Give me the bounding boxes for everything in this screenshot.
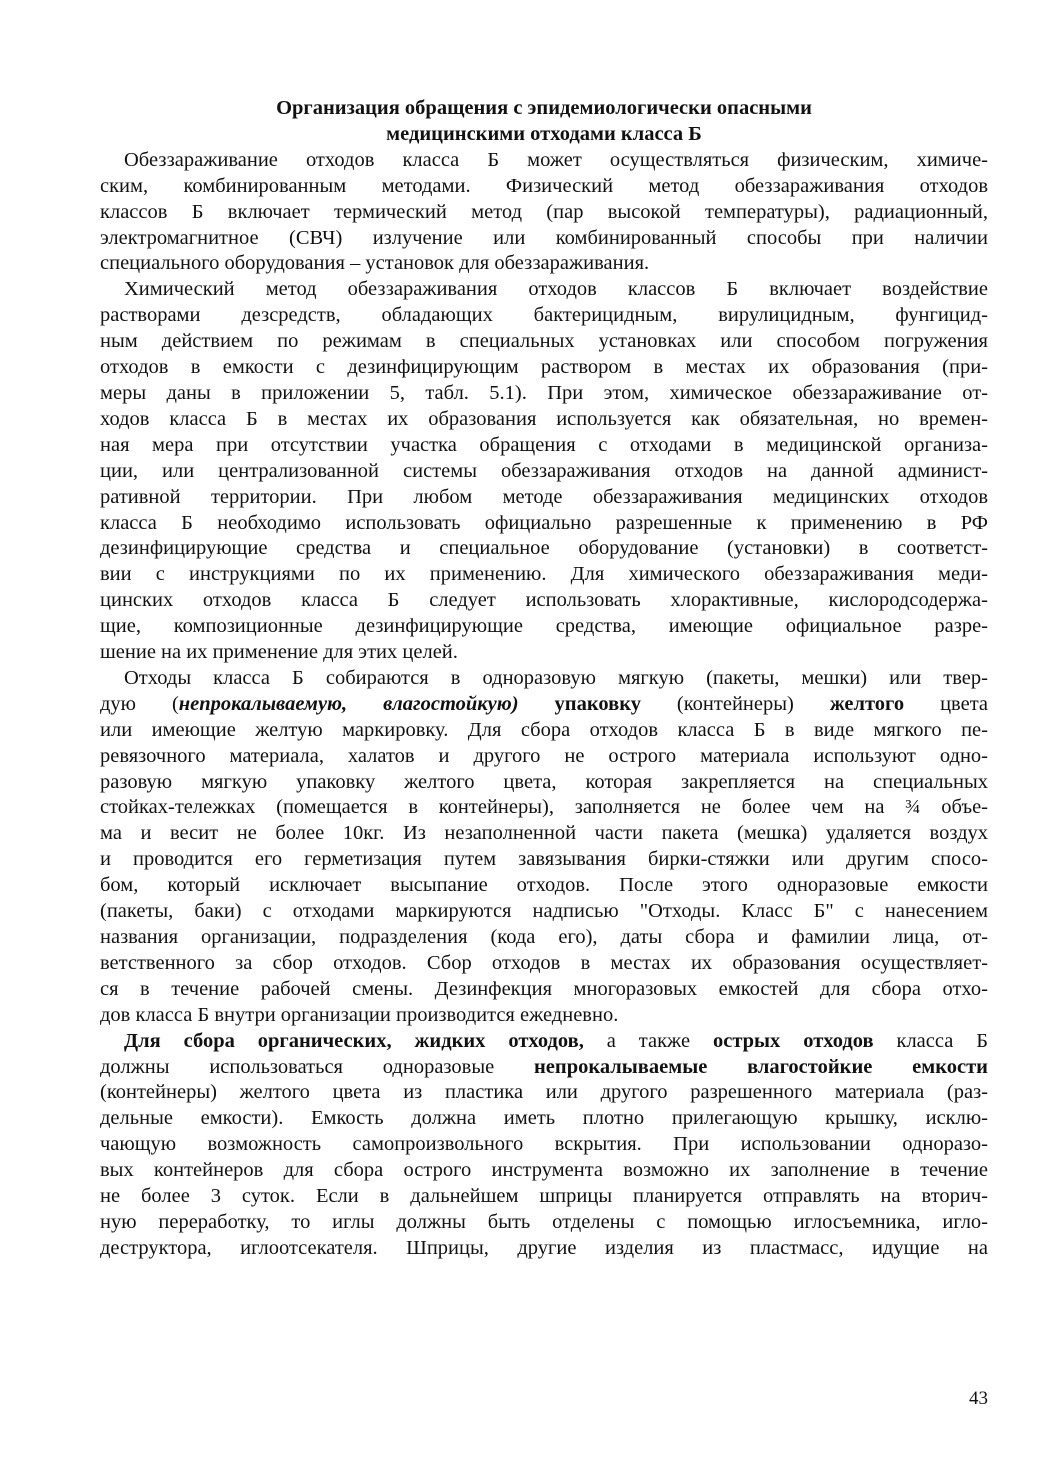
text-line: отходов в емкости с дезинфицирующим раствором в местах их образования (при- [100,356,988,379]
text-line: ходов класса Б в местах их образования используется как обязательная, но времен- [100,407,988,430]
text-line: класса Б необходимо использовать официально разрешенные к применению в РФ [100,511,988,534]
text-line: щие, композиционные дезинфицирующие средства, имеющие официальное разре- [100,615,988,638]
text-run [519,693,555,715]
paragraph-3 [100,666,988,1029]
text-line: ным действием по режимам в специальных установках или способом погружения [100,330,988,353]
text-line: Химический метод обеззараживания отходов классов Б включает воздействие [124,278,988,301]
text-line: ветственного за сбор отходов. Сбор отходов в местах их образования осуществляет- [100,951,988,974]
text-line: дельные емкости). Емкость должна иметь плотно прилегающую крышку, исклю- [100,1107,988,1130]
paragraph-2 [100,277,988,666]
title-line-2: медицинскими отходами класса Б [386,122,702,145]
text-line: дов класса Б внутри организации производится ежедневно. [100,1003,619,1026]
text-line: вых контейнеров для сбора острого инструмента возможно их заполнение в течение [100,1159,988,1182]
paragraph-1 [100,148,988,278]
text-line-mixed [100,692,988,718]
section-title [100,96,988,148]
text-run: должны использоваться одноразовые [100,1055,534,1078]
text-line: или имеющие желтую маркировку. Для сбора отходов класса Б в виде мягкого пе- [100,718,988,741]
text-line: стойках-тележках (помещается в контейнеры), заполняется не более чем на ¾ объе- [100,796,988,819]
text-line: Отходы класса Б собираются в одноразовую мягкую (пакеты, мешки) или твер- [124,666,988,689]
text-line: бом, который исключает высыпание отходов. После этого одноразовые емкости [100,874,988,897]
text-line: ративной территории. При любом методе обеззараживания медицинских отходов [100,485,988,508]
text-line: и проводится его герметизация путем завязывания бирки-стяжки или другим спосо- [100,848,988,871]
text-line: меры даны в приложении 5, табл. 5.1). При этом, химическое обеззараживание от- [100,381,988,404]
emphasis-bold: острых отходов [712,1029,874,1052]
text-line: шение на их применение для этих целей. [100,641,458,664]
text-line: не более 3 суток. Если в дальнейшем шприцы планируется отправлять на вторич- [100,1185,988,1208]
emphasis-bold: упаковку [554,692,641,715]
text-line-mixed [100,1055,988,1081]
text-line: вии с инструкциями по их применению. Для химического обеззараживания меди- [100,563,988,586]
text-line-mixed [100,1029,988,1055]
text-line: ма и весит не более 10кг. Из незаполненной части пакета (мешка) удаляется воздух [100,822,988,845]
text-line: дезинфицирующие средства и специальное оборудование (установки) в соответст- [100,537,988,560]
text-line: разовую мягкую упаковку желтого цвета, которая закрепляется на специальных [100,770,988,793]
text-run: дую ( [100,692,179,715]
text-line: ная мера при отсутствии участка обращения с отходами в медицинской организа- [100,433,988,456]
text-line: (пакеты, баки) с отходами маркируются надписью "Отходы. Класс Б" с нанесением [100,900,988,923]
text-line: чающую возможность самопроизвольного вскрытия. При использовании одноразо- [100,1133,988,1156]
text-line: Обеззараживание отходов класса Б может осуществляться физическим, химиче- [124,148,988,171]
text-line: специального оборудования – установок для обеззараживания. [100,252,650,275]
text-line: классов Б включает термический метод (пар высокой температуры), радиационный, [100,200,988,223]
text-line: ции, или централизованной системы обеззараживания отходов на данной админист- [100,459,988,482]
text-line: растворами дезсредств, обладающих бактерицидным, вирулицидным, фунгицид- [100,304,988,327]
emphasis-bold-italic: непрокалываемую, влагостойкую) [178,692,519,715]
text-run: цвета [904,692,989,715]
text-line: ревязочного материала, халатов и другого не острого материала используют одно- [100,744,988,767]
emphasis-bold: желтого [829,692,905,715]
text-line: названия организации, подразделения (кода его), даты сбора и фамилии лица, от- [100,926,988,948]
emphasis-bold: Для сбора органических, жидких отходов, [124,1029,584,1052]
text-line: деструктора, иглоотсекателя. Шприцы, другие изделия из пластмасс, идущие на [100,1236,988,1259]
text-line: ную переработку, то иглы должны быть отделены с помощью иглосъемника, игло- [100,1210,988,1233]
title-line-1: Организация обращения с эпидемиологически опасными [276,97,812,119]
text-line: электромагнитное (СВЧ) излучение или комбинированный способы при наличии [100,226,988,249]
text-line: ся в течение рабочей смены. Дезинфекция многоразовых емкостей для сбора отхо- [100,977,988,1000]
text-line: (контейнеры) желтого цвета из пластика или другого разрешенного материала (раз- [100,1081,988,1104]
emphasis-bold: непрокалываемые влагостойкие емкости [534,1055,988,1078]
paragraph-4 [100,1029,988,1262]
text-run: (контейнеры) [640,692,830,715]
text-run: а также [583,1029,713,1052]
document-page [100,96,988,1262]
text-line: ским, комбинированным методами. Физический метод обеззараживания отходов [100,174,988,197]
text-run: класса Б [873,1029,989,1052]
text-line: цинских отходов класса Б следует использовать хлорактивные, кислородсодержа- [100,589,988,612]
page-number: 43 [969,1388,988,1409]
